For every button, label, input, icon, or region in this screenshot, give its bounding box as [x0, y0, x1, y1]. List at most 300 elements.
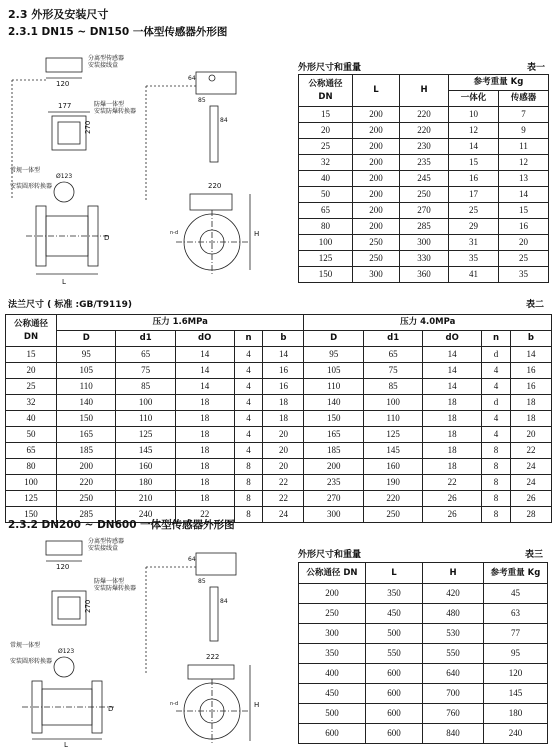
table2-row-cell-5: 16: [263, 379, 304, 395]
table2-row-cell-3: 18: [175, 491, 234, 507]
table2-row-cell-7: 75: [363, 363, 422, 379]
table1-row-cell-4: 11: [499, 139, 549, 155]
table1-row-cell-0: 32: [299, 155, 353, 171]
table1-row-cell-0: 100: [299, 235, 353, 251]
table1-row-cell-1: 200: [353, 155, 400, 171]
dim-123-2: Ø123: [58, 648, 75, 655]
table2-row-cell-4: 4: [234, 411, 263, 427]
table2-row-cell-9: 8: [482, 459, 511, 475]
table3-row-cell-1: 600: [366, 664, 423, 684]
table3-row: [299, 644, 548, 664]
table2-row-cell-1: 285: [57, 507, 116, 523]
table1-row-cell-0: 65: [299, 203, 353, 219]
sensor-outline-diagram-2: [6, 535, 292, 749]
sensor-outline-diagram-1: [6, 50, 292, 290]
table3-header-dn: 公称通径 DN: [299, 563, 366, 584]
table3-row: [299, 664, 548, 684]
table3-row-cell-2: 840: [423, 724, 484, 744]
dim-222: 222: [206, 653, 220, 661]
table2-header-p16: 压力 1.6MPa: [57, 315, 304, 331]
table2-tag: 表二: [526, 300, 545, 310]
table2-row-cell-5: 20: [263, 459, 304, 475]
table1-row: [299, 235, 549, 251]
table2-row-cell-0: 32: [6, 395, 57, 411]
table1-header-weight: 参考重量 Kg: [449, 75, 549, 91]
table1-row: [299, 251, 549, 267]
table2-row-cell-4: 4: [234, 379, 263, 395]
table2-subheader-cols16-0: D: [57, 331, 116, 347]
table1-row-cell-1: 200: [353, 219, 400, 235]
label-normal2-b: 安装圆形转换器: [10, 658, 53, 665]
table2-row-cell-2: 240: [116, 507, 175, 523]
label-normal-2: 安装圆形转换器: [10, 183, 53, 190]
svg-text:防爆一体型 安装防爆转换器: [94, 577, 136, 592]
svg-text:防爆一体型 安装防爆转换器: [94, 100, 136, 115]
table1-row-cell-2: 360: [400, 267, 449, 283]
subsection-title-2: 2.3.2 DN200 ~ DN600 一体型传感器外形图: [8, 519, 235, 531]
table1-row-cell-4: 7: [499, 107, 549, 123]
table2-subheader-cols40-4: b: [510, 331, 551, 347]
table2-row-cell-2: 85: [116, 379, 175, 395]
table2-row-cell-8: 18: [423, 459, 482, 475]
label-split-1: 分离型传感器: [88, 55, 125, 62]
table2-row-cell-6: 300: [304, 507, 363, 523]
table1-row-cell-4: 25: [499, 251, 549, 267]
junction-box-shape-2: [46, 541, 82, 555]
table1-row-cell-0: 80: [299, 219, 353, 235]
table3-row-cell-2: 550: [423, 644, 484, 664]
table1-row-cell-2: 270: [400, 203, 449, 219]
table3-row: [299, 684, 548, 704]
table3-row: [299, 724, 548, 744]
table3-row-cell-1: 450: [366, 604, 423, 624]
table1-row: [299, 187, 549, 203]
dim-84: 84: [220, 117, 228, 124]
table2-row: [6, 459, 552, 475]
table1-row-cell-2: 250: [400, 187, 449, 203]
table2-row-cell-3: 18: [175, 475, 234, 491]
label-explosion-2a: 防爆一体型: [94, 578, 125, 585]
converter-box-shape: [52, 116, 86, 150]
table2-row-cell-8: 18: [423, 411, 482, 427]
table2-row-cell-0: 25: [6, 379, 57, 395]
table1-tag: 表一: [527, 63, 546, 73]
dim-220: 220: [208, 182, 222, 190]
dim-64-2: 64: [188, 556, 196, 563]
table2-subheader-cols16-4: b: [263, 331, 304, 347]
table2-row-cell-9: 4: [482, 411, 511, 427]
dim-270-2: 270: [84, 599, 92, 613]
table1-row-cell-4: 35: [499, 267, 549, 283]
subsection-title-1: 2.3.1 DN15 ~ DN150 一体型传感器外形图: [8, 26, 228, 38]
table2-row-cell-7: 145: [363, 443, 422, 459]
label-explosion-2b: 安装防爆转换器: [94, 585, 137, 592]
table3-row-cell-1: 350: [366, 584, 423, 604]
table2-row-cell-1: 200: [57, 459, 116, 475]
table2-row-cell-5: 18: [263, 395, 304, 411]
table3-row-cell-3: 240: [484, 724, 548, 744]
table2-subheader-cols40-1: d1: [363, 331, 422, 347]
table2-row-cell-1: 165: [57, 427, 116, 443]
table3-header-L: L: [366, 563, 423, 584]
table2-row-cell-9: 8: [482, 475, 511, 491]
table2-row-cell-9: 4: [482, 363, 511, 379]
dim-120: 120: [56, 80, 70, 88]
table2-row-cell-2: 110: [116, 411, 175, 427]
table3-row-cell-2: 480: [423, 604, 484, 624]
svg-text:分离型传感器 安装接线盒: [88, 54, 126, 69]
table1-row-cell-0: 25: [299, 139, 353, 155]
table1-row-cell-2: 330: [400, 251, 449, 267]
table2-row-cell-9: 8: [482, 443, 511, 459]
table2-row: [6, 379, 552, 395]
label-normal-b: 常规一体型: [10, 642, 41, 649]
table2-row-cell-9: 4: [482, 427, 511, 443]
table2-caption: 法兰尺寸 ( 标准 :GB/T9119): [8, 300, 132, 310]
dim-L: L: [62, 278, 66, 286]
table1-caption: 外形尺寸和重量: [298, 63, 362, 73]
table2-row: [6, 395, 552, 411]
dim-L-2: L: [64, 741, 68, 749]
table3-row-cell-2: 760: [423, 704, 484, 724]
table2-row-cell-3: 18: [175, 459, 234, 475]
table2-header-dn: [6, 315, 57, 347]
table1-header-dn-text: 公称通径 DN: [308, 78, 343, 102]
table2-row-cell-7: 190: [363, 475, 422, 491]
table2-row-cell-2: 160: [116, 459, 175, 475]
table2-row-cell-0: 150: [6, 507, 57, 523]
table1-row-cell-2: 235: [400, 155, 449, 171]
table3-row-cell-1: 600: [366, 704, 423, 724]
table2-subheader-cols16-3: n: [234, 331, 263, 347]
table1-row-cell-1: 200: [353, 187, 400, 203]
table2-row-cell-10: 26: [510, 491, 551, 507]
table2-row-cell-9: 4: [482, 379, 511, 395]
table2-row-cell-5: 22: [263, 475, 304, 491]
table3-row-cell-0: 200: [299, 584, 366, 604]
table1-row-cell-3: 12: [449, 123, 499, 139]
table2-row-cell-7: 250: [363, 507, 422, 523]
table1-row-cell-1: 200: [353, 107, 400, 123]
table3-dimensions-weight: [298, 562, 548, 744]
label-normal: 常规一体型: [10, 167, 41, 174]
table2-row-cell-9: 8: [482, 491, 511, 507]
svg-text:分离型传感器 安装接线盒: [88, 537, 126, 552]
table1-row: [299, 107, 549, 123]
table1-row-cell-1: 200: [353, 139, 400, 155]
table2-row-cell-5: 24: [263, 507, 304, 523]
converter-box-shape-2: [52, 591, 86, 625]
table2-row-cell-6: 235: [304, 475, 363, 491]
table3-row-cell-3: 45: [484, 584, 548, 604]
table2-row-cell-0: 50: [6, 427, 57, 443]
table2-row-cell-6: 105: [304, 363, 363, 379]
table2-row: [6, 363, 552, 379]
table1-row: [299, 123, 549, 139]
table1-row-cell-0: 50: [299, 187, 353, 203]
round-converter-shape: [54, 182, 74, 202]
table2-row-cell-5: 14: [263, 347, 304, 363]
table1-row-cell-0: 150: [299, 267, 353, 283]
table2-row-cell-2: 180: [116, 475, 175, 491]
table3-row-cell-3: 120: [484, 664, 548, 684]
table2-row-cell-1: 150: [57, 411, 116, 427]
table3-row-cell-2: 700: [423, 684, 484, 704]
label-explosion-2: 安装防爆转换器: [94, 108, 137, 115]
table2-row: [6, 491, 552, 507]
table2-row-cell-4: 4: [234, 347, 263, 363]
table3-row-cell-0: 300: [299, 624, 366, 644]
table2-row-cell-10: 16: [510, 379, 551, 395]
table2-row-cell-10: 18: [510, 395, 551, 411]
dim-H-2: H: [254, 701, 260, 709]
table1-row-cell-0: 20: [299, 123, 353, 139]
table1-row-cell-4: 16: [499, 219, 549, 235]
table2-row-cell-6: 95: [304, 347, 363, 363]
table2-row-cell-4: 8: [234, 491, 263, 507]
table2-row-cell-10: 16: [510, 363, 551, 379]
table2-row-cell-0: 40: [6, 411, 57, 427]
table3-row: [299, 624, 548, 644]
table3-row: [299, 704, 548, 724]
table2-flange-dimensions: [5, 314, 552, 523]
table2-row-cell-8: 26: [423, 507, 482, 523]
table2-row-cell-0: 15: [6, 347, 57, 363]
junction-box-shape: [46, 58, 82, 72]
table1-row-cell-4: 9: [499, 123, 549, 139]
dim-270: 270: [84, 120, 92, 134]
table2-row-cell-5: 20: [263, 443, 304, 459]
table1-row-cell-2: 220: [400, 123, 449, 139]
table2-row-cell-9: d: [482, 395, 511, 411]
dim-123: Ø123: [56, 173, 73, 180]
table2-row-cell-6: 150: [304, 411, 363, 427]
table1-row: [299, 219, 549, 235]
table2-row-cell-5: 16: [263, 363, 304, 379]
dim-n-d: n-d: [170, 230, 179, 236]
table2-row-cell-7: 110: [363, 411, 422, 427]
table3-tag: 表三: [525, 550, 544, 560]
table3-row-cell-3: 145: [484, 684, 548, 704]
table3-row-cell-1: 600: [366, 724, 423, 744]
table2-row-cell-2: 65: [116, 347, 175, 363]
table3-row-cell-0: 250: [299, 604, 366, 624]
section-title: 2.3 外形及安装尺寸: [8, 8, 109, 21]
dim-85-2: 85: [198, 578, 206, 585]
table1-row-cell-3: 35: [449, 251, 499, 267]
round-converter-shape-2: [54, 657, 74, 677]
table2-row-cell-3: 18: [175, 427, 234, 443]
table3-row-cell-0: 350: [299, 644, 366, 664]
dim-H: H: [254, 230, 260, 238]
table2-row-cell-2: 145: [116, 443, 175, 459]
table2-row-cell-6: 140: [304, 395, 363, 411]
table2-row-cell-10: 22: [510, 443, 551, 459]
table2-row-cell-4: 8: [234, 475, 263, 491]
table2-subheader-cols40-2: dO: [423, 331, 482, 347]
dim-120-2: 120: [56, 563, 70, 571]
table2-row-cell-2: 75: [116, 363, 175, 379]
table1-header-L: L: [353, 75, 400, 107]
table2-row-cell-3: 22: [175, 507, 234, 523]
table2-row-cell-3: 14: [175, 379, 234, 395]
table1-row-cell-4: 14: [499, 187, 549, 203]
table1-row: [299, 267, 549, 283]
label-split-2: 安装接线盒: [88, 62, 119, 69]
table2-row-cell-8: 26: [423, 491, 482, 507]
dim-D-2: D: [108, 705, 114, 713]
label-split-2b: 安装接线盒: [88, 545, 119, 552]
table2-row-cell-1: 95: [57, 347, 116, 363]
table1-row-cell-3: 25: [449, 203, 499, 219]
table2-row-cell-6: 270: [304, 491, 363, 507]
table1-row-cell-4: 13: [499, 171, 549, 187]
table2-row-cell-0: 20: [6, 363, 57, 379]
table1-row-cell-3: 14: [449, 139, 499, 155]
table2-row-cell-8: 14: [423, 379, 482, 395]
dim-177: 177: [58, 102, 72, 110]
table2-row-cell-5: 18: [263, 411, 304, 427]
table2-row-cell-6: 165: [304, 427, 363, 443]
table1-row-cell-3: 31: [449, 235, 499, 251]
table1-row-cell-1: 300: [353, 267, 400, 283]
table2-row-cell-3: 14: [175, 347, 234, 363]
dim-D: D: [104, 234, 110, 242]
table2-row-cell-8: 18: [423, 395, 482, 411]
table1-row-cell-1: 200: [353, 171, 400, 187]
table1-row-cell-0: 125: [299, 251, 353, 267]
table2-row: [6, 411, 552, 427]
table1-row-cell-1: 200: [353, 203, 400, 219]
table2-row-cell-1: 140: [57, 395, 116, 411]
table1-row-cell-4: 20: [499, 235, 549, 251]
table1-row-cell-1: 250: [353, 251, 400, 267]
table2-row-cell-4: 4: [234, 427, 263, 443]
table2-row-cell-9: d: [482, 347, 511, 363]
table2-row-cell-10: 14: [510, 347, 551, 363]
table2-row-cell-6: 200: [304, 459, 363, 475]
table3-row-cell-3: 77: [484, 624, 548, 644]
table1-row-cell-1: 250: [353, 235, 400, 251]
table2-subheader-cols40-0: D: [304, 331, 363, 347]
table2-row-cell-0: 65: [6, 443, 57, 459]
table2-row-cell-1: 110: [57, 379, 116, 395]
table2-row: [6, 475, 552, 491]
table3-row: [299, 584, 548, 604]
table2-subheader-cols16-2: dO: [175, 331, 234, 347]
table2-row-cell-2: 125: [116, 427, 175, 443]
table2-row-cell-9: 8: [482, 507, 511, 523]
table2-row-cell-8: 14: [423, 363, 482, 379]
table3-row: [299, 604, 548, 624]
table2-header-dn-text: 公称通径 DN: [13, 318, 48, 342]
table2-row-cell-3: 14: [175, 363, 234, 379]
table1-row-cell-2: 245: [400, 171, 449, 187]
dim-84-2: 84: [220, 598, 228, 605]
table1-row-cell-2: 220: [400, 107, 449, 123]
table3-row-cell-1: 600: [366, 684, 423, 704]
table2-row-cell-10: 24: [510, 459, 551, 475]
table1-row-cell-2: 300: [400, 235, 449, 251]
table2-row-cell-8: 18: [423, 443, 482, 459]
table2-row-cell-4: 8: [234, 507, 263, 523]
table1-row: [299, 171, 549, 187]
table2-row-cell-10: 18: [510, 411, 551, 427]
table2-row-cell-4: 4: [234, 363, 263, 379]
table3-row-cell-2: 530: [423, 624, 484, 644]
table1-row: [299, 155, 549, 171]
table1-header-H: H: [400, 75, 449, 107]
table2-row-cell-4: 4: [234, 443, 263, 459]
table2-row-cell-10: 20: [510, 427, 551, 443]
table2-row-cell-4: 8: [234, 459, 263, 475]
table2-row-cell-6: 185: [304, 443, 363, 459]
table3-row-cell-1: 500: [366, 624, 423, 644]
table2-row-cell-0: 80: [6, 459, 57, 475]
table3-row-cell-2: 420: [423, 584, 484, 604]
table1-header-integrated: 一体化: [449, 91, 499, 107]
table2-row-cell-7: 220: [363, 491, 422, 507]
table2-subheader-cols40-3: n: [482, 331, 511, 347]
table2-row-cell-7: 160: [363, 459, 422, 475]
table2-row: [6, 427, 552, 443]
dim-85: 85: [198, 97, 206, 104]
table1-row-cell-3: 15: [449, 155, 499, 171]
table2-header-p40: 压力 4.0MPa: [304, 315, 552, 331]
table1-header-dn: [299, 75, 353, 107]
table1-row-cell-3: 29: [449, 219, 499, 235]
label-explosion-1: 防爆一体型: [94, 101, 125, 108]
table1-row-cell-3: 17: [449, 187, 499, 203]
table1-row-cell-0: 40: [299, 171, 353, 187]
table2-row-cell-1: 250: [57, 491, 116, 507]
dim-64: 64: [188, 75, 196, 82]
table1-row: [299, 139, 549, 155]
table3-row-cell-0: 450: [299, 684, 366, 704]
table2-row-cell-8: 18: [423, 427, 482, 443]
dim-n-d-2: n-d: [170, 701, 179, 707]
table2-row-cell-2: 210: [116, 491, 175, 507]
table2-row-cell-3: 18: [175, 443, 234, 459]
table2-row-cell-8: 22: [423, 475, 482, 491]
table1-row-cell-3: 41: [449, 267, 499, 283]
table1-row-cell-2: 230: [400, 139, 449, 155]
table2-row-cell-3: 18: [175, 395, 234, 411]
table2-row-cell-4: 4: [234, 395, 263, 411]
table1-header-sensor: 传感器: [499, 91, 549, 107]
table2-row-cell-1: 185: [57, 443, 116, 459]
table3-row-cell-3: 63: [484, 604, 548, 624]
table2-row-cell-1: 105: [57, 363, 116, 379]
table2-row-cell-0: 100: [6, 475, 57, 491]
table2-row-cell-0: 125: [6, 491, 57, 507]
table2-row: [6, 347, 552, 363]
table3-row-cell-0: 600: [299, 724, 366, 744]
table2-row-cell-8: 14: [423, 347, 482, 363]
table1-row-cell-3: 16: [449, 171, 499, 187]
table2-row-cell-10: 24: [510, 475, 551, 491]
table2-row-cell-7: 125: [363, 427, 422, 443]
table2-row-cell-7: 65: [363, 347, 422, 363]
table2-row-cell-7: 85: [363, 379, 422, 395]
table3-row-cell-1: 550: [366, 644, 423, 664]
table1-row-cell-3: 10: [449, 107, 499, 123]
table1-row: [299, 203, 549, 219]
table2-row-cell-7: 100: [363, 395, 422, 411]
label-split-2a: 分离型传感器: [88, 538, 125, 545]
table3-row-cell-0: 500: [299, 704, 366, 724]
table1-dimensions-weight: [298, 74, 549, 283]
